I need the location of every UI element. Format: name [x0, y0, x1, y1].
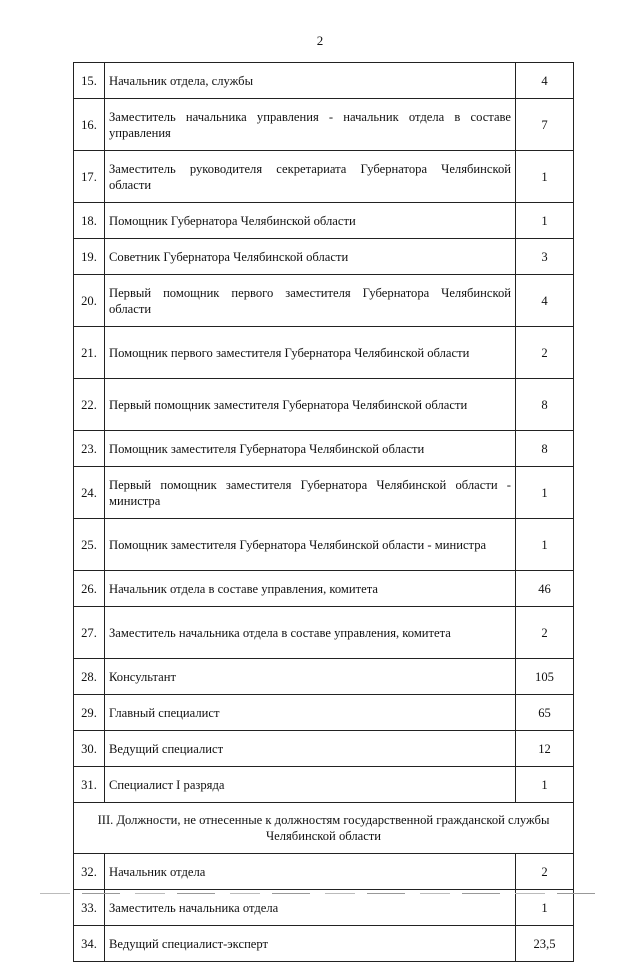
staff-count: 1: [516, 519, 574, 571]
position-name: Помощник первого заместителя Губернатора Челябинской области: [105, 327, 516, 379]
row-number: 21.: [74, 327, 105, 379]
table-row: [74, 431, 574, 467]
staff-count: 2: [516, 854, 574, 890]
position-name: Начальник отдела: [105, 854, 516, 890]
row-number: 27.: [74, 607, 105, 659]
staff-count: 1: [516, 151, 574, 203]
table-row: [74, 695, 574, 731]
row-number: 19.: [74, 239, 105, 275]
staff-count: 12: [516, 731, 574, 767]
table-row: [74, 607, 574, 659]
table-row: [74, 890, 574, 926]
row-number: 22.: [74, 379, 105, 431]
position-name: Ведущий специалист-эксперт: [105, 926, 516, 962]
table-row: [74, 239, 574, 275]
staff-count: 23,5: [516, 926, 574, 962]
section-heading-row: [74, 803, 574, 854]
position-name: Заместитель начальника отдела в составе управления, комитета: [105, 607, 516, 659]
page-number: 2: [316, 33, 324, 48]
row-number: 33.: [74, 890, 105, 926]
position-name: Первый помощник первого заместителя Губернатора Челябинской области: [105, 275, 516, 327]
row-number: 31.: [74, 767, 105, 803]
staff-positions-table: [73, 62, 574, 962]
position-name: Заместитель начальника управления - начальник отдела в составе управления: [105, 99, 516, 151]
staff-count: 1: [516, 203, 574, 239]
staff-count: 46: [516, 571, 574, 607]
row-number: 17.: [74, 151, 105, 203]
staff-count: 2: [516, 327, 574, 379]
row-number: 28.: [74, 659, 105, 695]
row-number: 25.: [74, 519, 105, 571]
position-name: Ведущий специалист: [105, 731, 516, 767]
table-row: [74, 854, 574, 890]
row-number: 29.: [74, 695, 105, 731]
row-number: 30.: [74, 731, 105, 767]
row-number: 16.: [74, 99, 105, 151]
table-row: [74, 571, 574, 607]
position-name: Начальник отдела в составе управления, комитета: [105, 571, 516, 607]
section-heading: III. Должности, не отнесенные к должностям государственной гражданской службы Челябинской области: [74, 803, 574, 854]
row-number: 23.: [74, 431, 105, 467]
position-name: Первый помощник заместителя Губернатора Челябинской области - министра: [105, 467, 516, 519]
staff-count: 8: [516, 431, 574, 467]
row-number: 18.: [74, 203, 105, 239]
position-name: Консультант: [105, 659, 516, 695]
position-name: Первый помощник заместителя Губернатора Челябинской области: [105, 379, 516, 431]
staff-count: 1: [516, 767, 574, 803]
table-row: [74, 926, 574, 962]
table-row: [74, 467, 574, 519]
staff-count: 1: [516, 890, 574, 926]
staff-count: 7: [516, 99, 574, 151]
position-name: Начальник отдела, службы: [105, 63, 516, 99]
staff-count: 65: [516, 695, 574, 731]
row-number: 15.: [74, 63, 105, 99]
position-name: Помощник Губернатора Челябинской области: [105, 203, 516, 239]
row-number: 20.: [74, 275, 105, 327]
table-row: [74, 327, 574, 379]
table-row: [74, 151, 574, 203]
position-name: Заместитель руководителя секретариата Губернатора Челябинской области: [105, 151, 516, 203]
staff-count: 8: [516, 379, 574, 431]
table-row: [74, 379, 574, 431]
staff-count: 4: [516, 63, 574, 99]
table-row: [74, 275, 574, 327]
table-row: [74, 659, 574, 695]
table-row: [74, 767, 574, 803]
position-name: Специалист I разряда: [105, 767, 516, 803]
staff-count: 3: [516, 239, 574, 275]
position-name: Помощник заместителя Губернатора Челябинской области - министра: [105, 519, 516, 571]
position-name: Советник Губернатора Челябинской области: [105, 239, 516, 275]
table-row: [74, 99, 574, 151]
position-name: Главный специалист: [105, 695, 516, 731]
row-number: 26.: [74, 571, 105, 607]
table-row: [74, 731, 574, 767]
table-body: [74, 63, 574, 962]
row-number: 24.: [74, 467, 105, 519]
staff-count: 2: [516, 607, 574, 659]
row-number: 32.: [74, 854, 105, 890]
position-name: Заместитель начальника отдела: [105, 890, 516, 926]
staff-count: 105: [516, 659, 574, 695]
position-name: Помощник заместителя Губернатора Челябинской области: [105, 431, 516, 467]
table-row: [74, 203, 574, 239]
scan-artifact-line: [40, 893, 600, 894]
table-row: [74, 519, 574, 571]
table-row: [74, 63, 574, 99]
staff-count: 1: [516, 467, 574, 519]
staff-count: 4: [516, 275, 574, 327]
row-number: 34.: [74, 926, 105, 962]
